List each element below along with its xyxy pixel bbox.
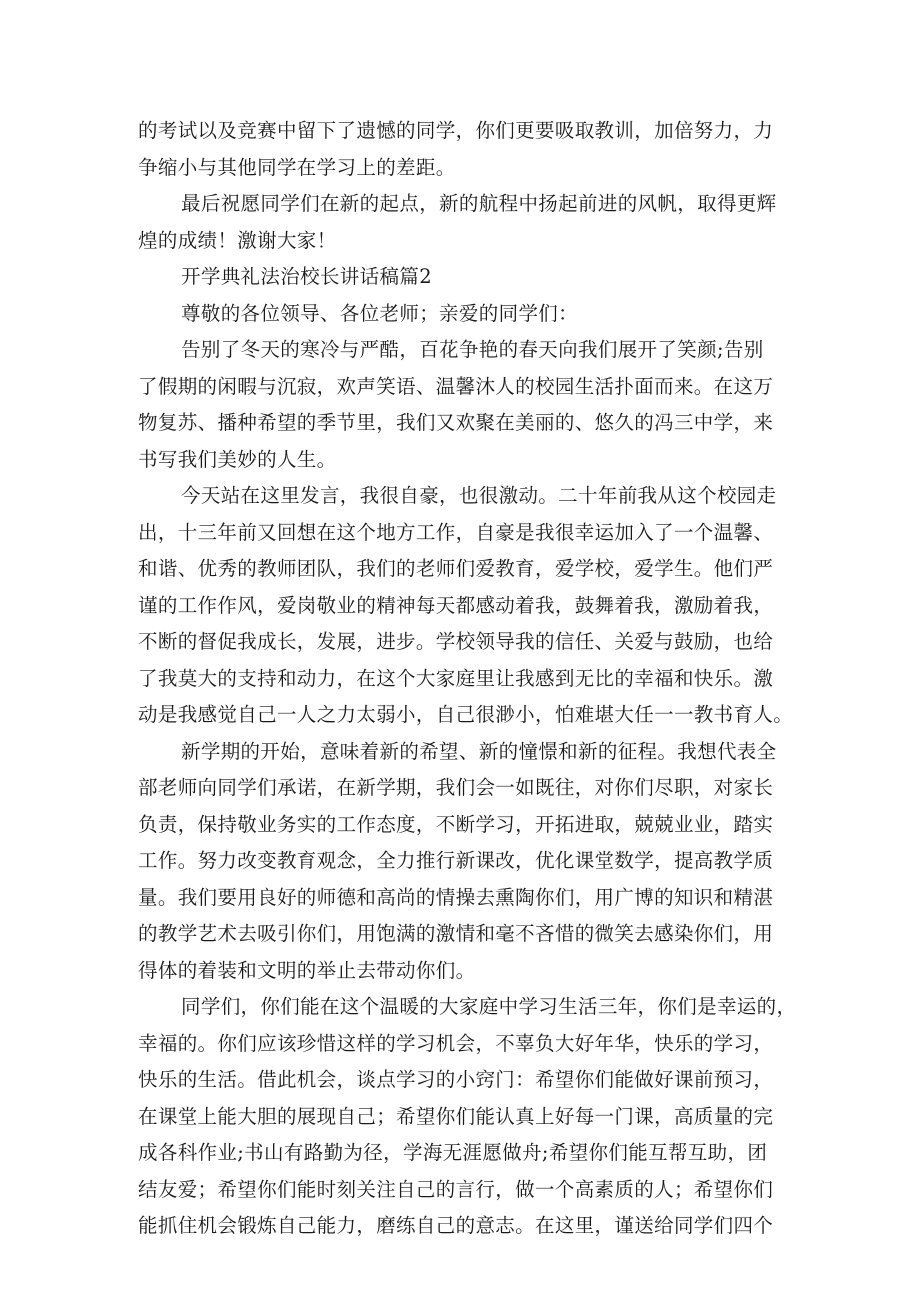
text-line: 了我莫大的支持和动力，在这个大家庭里让我感到无比的幸福和快乐。激 (138, 666, 774, 690)
text-line: 和谐、优秀的教师团队，我们的老师们爱教育，爱学校，爱学生。他们严 (138, 557, 774, 580)
text-line: 出，十三年前又回想在这个地方工作，自豪是我很幸运加入了一个温馨、 (138, 520, 774, 544)
text-line: 成各科作业;书山有路勤为径，学海无涯愿做舟;希望你们能互帮互助，团 (138, 1141, 768, 1164)
paragraph-start-line: 新学期的开始，意味着新的希望、新的憧憬和新的征程。我想代表全 (181, 739, 777, 763)
text-line: 快乐的生活。借此机会，谈点学习的小窍门：希望你们能做好课前预习， (138, 1068, 774, 1091)
text-line: 煌的成绩！激谢大家！ (138, 228, 337, 252)
text-line: 量。我们要用良好的师德和高尚的情操去熏陶你们，用广博的知识和精湛 (138, 885, 774, 909)
text-line: 争缩小与其他同学在学习上的差距。 (138, 155, 456, 179)
text-line: 工作。努力改变教育观念，全力推行新课改，优化课堂数学，提高教学质 (138, 849, 774, 872)
text-line: 得体的着装和文明的举止去带动你们。 (138, 958, 476, 982)
text-line: 部老师向同学们承诺，在新学期，我们会一如既往，对你们尽职，对家长 (138, 776, 774, 799)
text-line: 的考试以及竞赛中留下了遗憾的同学，你们更要吸取教训，加倍努力，力 (138, 119, 774, 142)
text-line: 动是我感觉自己一人之力太弱小，自己很渺小，怕难堪大任一一教书育人。 (138, 703, 794, 726)
text-line: 谨的工作作风，爱岗敬业的精神每天都感动着我，鼓舞着我，激励着我， (138, 593, 774, 617)
paragraph-start-line: 同学们，你们能在这个温暖的大家庭中学习生活三年，你们是幸运的， (181, 995, 797, 1018)
paragraph-start-line: 告别了冬天的寒冷与严酷，百花争艳的春天向我们展开了笑颜;告别 (181, 338, 764, 361)
text-line: 书写我们美妙的人生。 (138, 447, 337, 471)
text-line: 不断的督促我成长，发展，进步。学校领导我的信任、关爱与鼓励，也给 (138, 630, 774, 653)
text-line: 结友爱；希望你们能时刻关注自己的言行，做一个高素质的人；希望你们 (138, 1177, 774, 1201)
text-line: 了假期的闲暇与沉寂，欢声笑语、温馨沐人的校园生活扑面而来。在这万 (138, 374, 774, 398)
salutation-line: 尊敬的各位领导、各位老师；亲爱的同学们： (181, 301, 579, 325)
paragraph-start-line: 最后祝愿同学们在新的起点，新的航程中扬起前进的风帆，取得更辉 (181, 192, 777, 215)
text-line: 负责，保持敬业务实的工作态度，不断学习，开拓进取，兢兢业业，踏实 (138, 812, 774, 836)
document-page (138, 113, 798, 1245)
text-line: 物复苏、播种希望的季节里，我们又欢聚在美丽的、悠久的冯三中学，来 (138, 411, 774, 434)
text-line: 的教学艺术去吸引你们，用饱满的激情和毫不吝惜的微笑去感染你们，用 (138, 922, 774, 945)
paragraph-start-line: 今天站在这里发言，我很自豪，也很激动。二十年前我从这个校园走 (181, 484, 777, 507)
section-heading: 开学典礼法治校长讲话稿篇2 (181, 265, 432, 288)
text-line: 在课堂上能大胆的展现自己；希望你们能认真上好每一门课，高质量的完 (138, 1104, 774, 1128)
text-line: 幸福的。你们应该珍惜这样的学习机会，不辜负大好年华，快乐的学习， (138, 1031, 774, 1055)
text-line: 能抓住机会锻炼自己能力，磨练自己的意志。在这里，谨送给同学们四个 (138, 1214, 774, 1237)
